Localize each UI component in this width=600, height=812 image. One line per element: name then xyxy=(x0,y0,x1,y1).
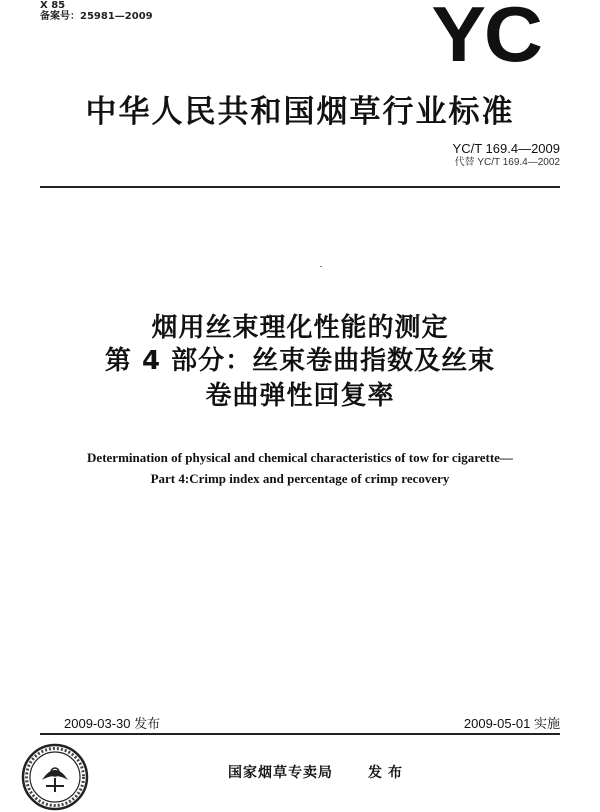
header-divider xyxy=(40,186,560,188)
ccs-code: X 85 xyxy=(40,0,66,11)
replaces-standard: 代替 YC/T 169.4—2002 xyxy=(454,157,560,168)
doc-title-line3: 卷曲弹性回复率 xyxy=(205,381,395,411)
tobacco-administration-seal xyxy=(20,742,90,812)
classification-block xyxy=(40,0,153,22)
publish-label: 发布 xyxy=(368,765,408,781)
speck xyxy=(320,266,322,267)
publisher-name: 国家烟草专卖局 xyxy=(228,765,333,781)
standard-number-block xyxy=(453,142,560,170)
issue-date: 2009-03-30 发布 xyxy=(64,716,161,731)
standard-number: YC/T 169.4—2009 xyxy=(452,141,560,156)
doc-title-line1: 烟用丝束理化性能的测定 xyxy=(151,313,449,343)
effective-date: 2009-05-01 实施 xyxy=(463,716,560,731)
english-title-line1: Determination of physical and chemical characteristics of tow for cigarette— xyxy=(87,450,513,465)
english-title-line2: Part 4:Crimp index and percentage of crimp recovery xyxy=(150,471,450,486)
footer-divider xyxy=(40,733,560,735)
standard-category-title: 中华人民共和国烟草行业标准 xyxy=(85,94,515,130)
yc-logo: YC xyxy=(431,0,541,78)
record-number: 备案号：25981—2009 xyxy=(40,11,153,22)
doc-title-line2: 第 4 部分：丝束卷曲指数及丝束 xyxy=(104,346,496,376)
